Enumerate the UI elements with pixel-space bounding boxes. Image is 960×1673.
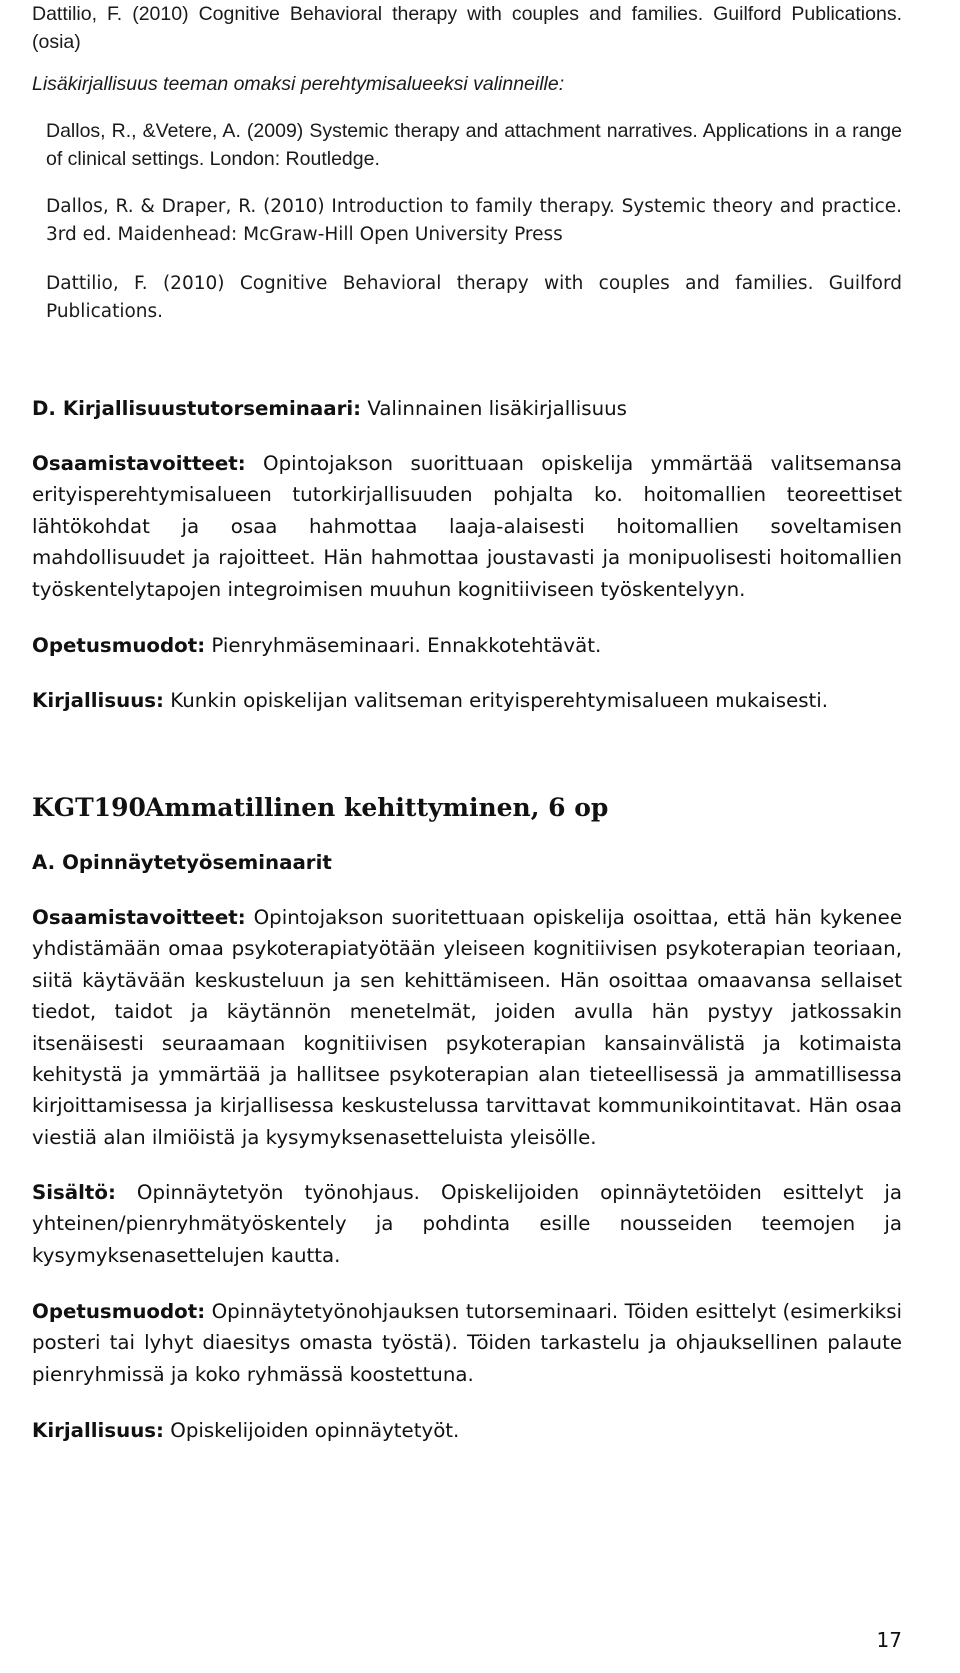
methods-text: Opinnäytetyönohjauksen tutorseminaari. Töiden esittelyt (esimerkiksi posteri tai lyhyt diaesitys omasta työstä). Töiden tarkastelu ja ohjauksellinen palaute pienryhmissä ja koko ryhmässä koostettuna. bbox=[32, 1300, 902, 1386]
page-number: 17 bbox=[876, 1628, 902, 1652]
reference-dattilio: Dattilio, F. (2010) Cognitive Behavioral therapy with couples and families. Guilford Publications. bbox=[46, 273, 902, 322]
outcomes-text: Opintojakson suoritettuaan opiskelija osoittaa, että hän kykenee yhdistämään omaa psykoterapiatyötään yleiseen kognitiivisen psykoterapian teoriaan, siitä käytävään keskusteluun ja sen kehittämiseen. Hän osoittaa omaavansa sellaiset tiedot, taidot ja käytännön menetelmät, joiden avulla hän pystyy jatkossakin itsenäisesti seuraamaan kognitiivisen psykoterapian kansainvälistä ja kotimaista kehitystä ja ymmärtää ja hallitsee psykoterapian alan tieteellisessä ja ammatillisessa kirjoittamisessa ja kirjallisessa keskustelussa tarvittavat kommunikointitavat. Hän osaa viestiä alan ilmiöistä ja kysymyksenasetteluista yleisölle. bbox=[32, 906, 902, 1149]
section-d-literature bbox=[32, 685, 902, 716]
section-a-outcomes bbox=[32, 902, 902, 1153]
methods-text: Pienryhmäseminaari. Ennakkotehtävät. bbox=[205, 634, 602, 657]
literature-text: Kunkin opiskelijan valitseman erityisperehtymisalueen mukaisesti. bbox=[163, 689, 829, 712]
section-d-outcomes bbox=[32, 448, 902, 605]
reference-dallos-vetere: Dallos, R., &Vetere, A. (2009) Systemic therapy and attachment narratives. Applications in a range of clinical settings. London: Routledge. bbox=[46, 120, 902, 170]
course-heading bbox=[32, 791, 608, 825]
section-d-methods bbox=[32, 630, 902, 661]
extra-literature-heading: Lisäkirjallisuus teeman omaksi perehtymisalueeksi valinneille: bbox=[32, 73, 565, 95]
section-d-title-rest: Valinnainen lisäkirjallisuus bbox=[361, 397, 627, 420]
section-d-title-bold: D. Kirjallisuustutorseminaari: bbox=[32, 397, 362, 420]
content-text: Opinnäytetyön työnohjaus. Opiskelijoiden opinnäytetöiden esittelyt ja yhteinen/pienryhmätyöskentely ja pohdinta esille nousseiden teemojen ja kysymyksenasettelujen kautta. bbox=[32, 1181, 902, 1267]
section-a-content bbox=[32, 1177, 902, 1271]
literature-label: Kirjallisuus: bbox=[32, 689, 164, 712]
section-a-title: A. Opinnäytetyöseminaarit bbox=[32, 851, 332, 874]
methods-label: Opetusmuodot: bbox=[32, 634, 206, 657]
literature-text: Opiskelijoiden opinnäytetyöt. bbox=[163, 1419, 460, 1442]
section-a-methods bbox=[32, 1296, 902, 1390]
section-d-title bbox=[32, 394, 902, 424]
reference-dallos-draper: Dallos, R. & Draper, R. (2010) Introduction to family therapy. Systemic theory and practice. 3rd ed. Maidenhead: McGraw-Hill Open University Press bbox=[46, 196, 902, 245]
literature-label: Kirjallisuus: bbox=[32, 1419, 164, 1442]
outcomes-label: Osaamistavoitteet: bbox=[32, 452, 246, 475]
outcomes-label: Osaamistavoitteet: bbox=[32, 906, 246, 929]
methods-label: Opetusmuodot: bbox=[32, 1300, 206, 1323]
course-code: KGT190 bbox=[32, 793, 146, 822]
content-label: Sisältö: bbox=[32, 1181, 116, 1204]
course-title: Ammatillinen kehittyminen, 6 op bbox=[145, 793, 609, 822]
reference-dattilio-osia: Dattilio, F. (2010) Cognitive Behavioral therapy with couples and families. Guilford Publications. (osia) bbox=[32, 3, 902, 53]
section-a-literature bbox=[32, 1415, 902, 1446]
outcomes-text: Opintojakson suorittuaan opiskelija ymmärtää valitsemansa erityisperehtymisalueen tutorkirjallisuuden pohjalta ko. hoitomallien teoreettiset lähtökohdat ja osaa hahmottaa laaja-alaisesti hoitomallien soveltamisen mahdollisuudet ja rajoitteet. Hän hahmottaa joustavasti ja monipuolisesti hoitomallien työskentelytapojen integroimisen muuhun kognitiiviseen työskentelyyn. bbox=[32, 452, 902, 601]
